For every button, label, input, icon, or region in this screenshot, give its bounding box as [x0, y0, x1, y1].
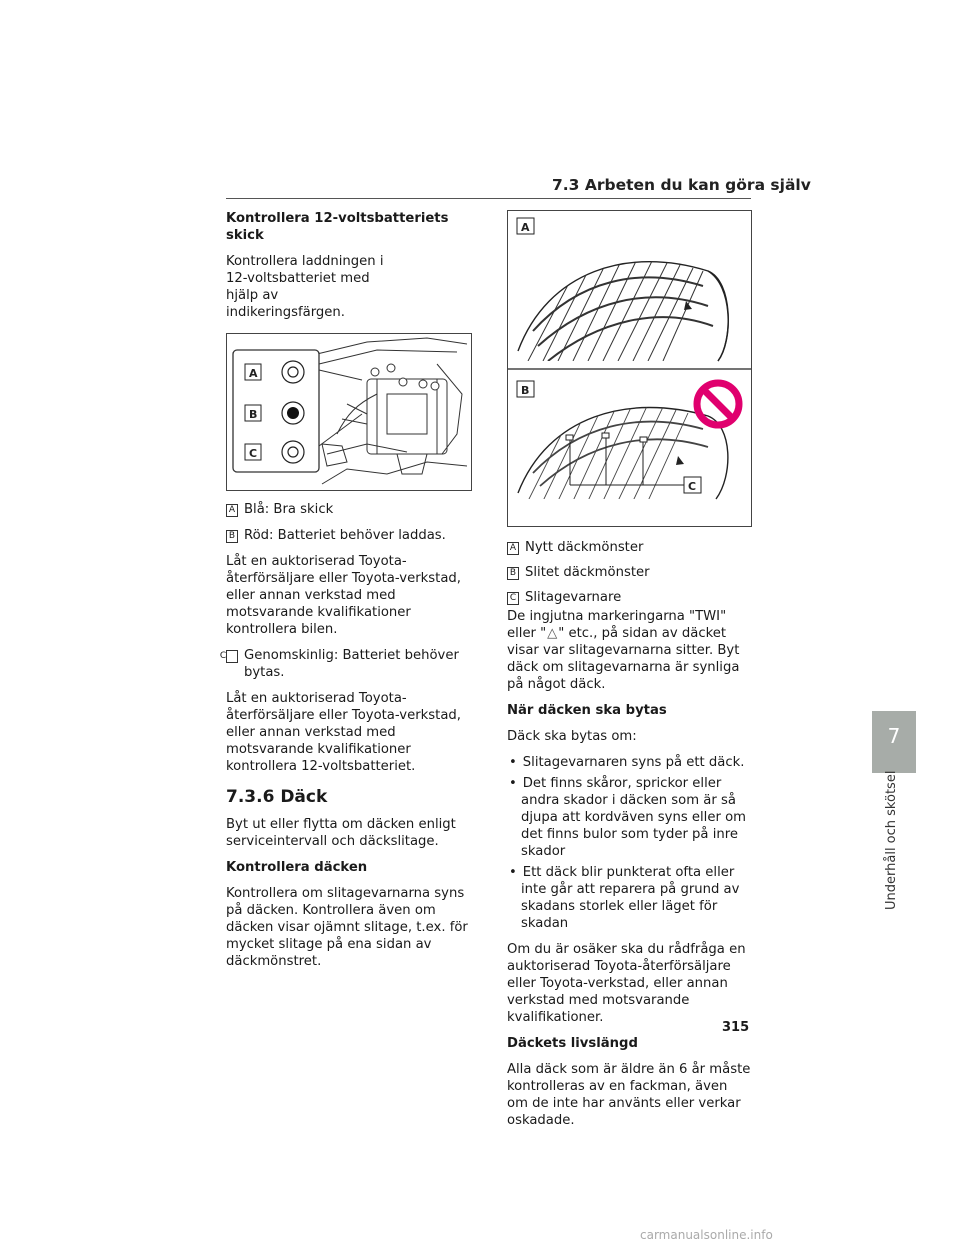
- section-heading-tyres: 7.3.6 Däck: [226, 787, 328, 807]
- list-item: • Slitagevarnaren syns på ett däck.: [507, 754, 752, 771]
- replace-list: [507, 754, 752, 932]
- list-item: • Ett däck blir punkterat ofta eller inte går att reparera på grund av skadans storlek eller läget för skadan: [507, 864, 752, 932]
- chapter-title: Underhåll och skötsel: [884, 770, 899, 910]
- label-c-box: C: [226, 650, 238, 663]
- section-title: 7.3 Arbeten du kan göra själv: [552, 176, 811, 194]
- battery-item-c-note: Låt en auktoriserad Toyota-återförsäljare eller Toyota-verkstad, eller annan verkstad med motsvarande kvalifikationer kontrollera 12-voltsbatteriet.: [226, 691, 461, 774]
- left-column: [219, 210, 472, 979]
- check-text: Kontrollera om slitagevarnarna syns på däcken. Kontrollera även om däcken visar ojämnt slitage, t.ex. för mycket slitage på ena sidan av däckmönstret.: [226, 886, 468, 969]
- tyre-label-a: A: [521, 221, 530, 234]
- battery-item-a: A Blå: Bra skick: [226, 501, 472, 518]
- twi-text: De ingjutna markeringarna "TWI" eller "△" etc., på sidan av däcket visar var slitagevarnarna sitter. Byt däck om slitagevarnarna är synliga på något däck.: [507, 609, 740, 692]
- check-heading: Kontrollera däcken: [226, 860, 368, 875]
- battery-item-c: C Genomskinlig: Batteriet behöver bytas.: [219, 648, 459, 680]
- battery-illustration: [227, 334, 471, 490]
- label-c-box: C: [507, 592, 519, 605]
- right-column: [507, 210, 752, 1138]
- list-item: • Det finns skåror, sprickor eller andra skador i däcken som är så djupa att kordväven syns eller om det finns bulor som tyder på inre skador: [507, 775, 752, 860]
- tyre-label-c: C: [688, 480, 697, 493]
- replace-heading: När däcken ska bytas: [507, 703, 667, 718]
- label-a-box: A: [226, 504, 238, 517]
- chapter-number: 7: [887, 724, 901, 748]
- page-number: 315: [722, 1020, 750, 1035]
- prohibited-icon: [697, 383, 739, 425]
- header-divider: [226, 198, 751, 199]
- watermark: carmanualsonline.info: [640, 1228, 773, 1242]
- battery-figure: [226, 333, 472, 491]
- tyre-item-b: B Slitet däckmönster: [507, 564, 752, 581]
- unsure-text: Om du är osäker ska du rådfråga en auktoriserad Toyota-återförsäljare eller Toyota-verkstad, eller annan verkstad med motsvarande kvalifikationer.: [507, 942, 746, 1025]
- battery-item-b-note: Låt en auktoriserad Toyota-återförsäljare eller Toyota-verkstad, eller annan verkstad med motsvarande kvalifikationer kontrollera bilen.: [226, 554, 461, 637]
- battery-heading: Kontrollera 12-voltsbatteriets skick: [226, 211, 449, 243]
- battery-label-b: B: [249, 408, 258, 421]
- tyre-illustration: [508, 211, 751, 526]
- battery-label-a: A: [249, 367, 258, 380]
- label-b-box: B: [226, 530, 238, 543]
- triangle-mark-icon: △: [547, 626, 558, 641]
- life-text: Alla däck som är äldre än 6 år måste kontrolleras av en fackman, även om de inte har använts eller verkar oskadade.: [507, 1062, 751, 1128]
- tyre-item-c: C Slitagevarnare: [507, 589, 752, 606]
- label-b-box: B: [507, 567, 519, 580]
- life-heading: Däckets livslängd: [507, 1036, 638, 1051]
- tyre-figure: [507, 210, 752, 527]
- replace-intro: Däck ska bytas om:: [507, 729, 637, 744]
- tyres-intro: Byt ut eller flytta om däcken enligt serviceintervall och däckslitage.: [226, 817, 456, 849]
- tyre-label-b: B: [521, 384, 530, 397]
- battery-intro: Kontrollera laddningen i 12-voltsbatteriet med hjälp av indikeringsfärgen.: [226, 254, 384, 320]
- battery-label-c: C: [249, 447, 258, 460]
- tyre-item-a: A Nytt däckmönster: [507, 539, 752, 556]
- battery-item-b: B Röd: Batteriet behöver laddas.: [226, 527, 472, 544]
- label-a-box: A: [507, 542, 519, 555]
